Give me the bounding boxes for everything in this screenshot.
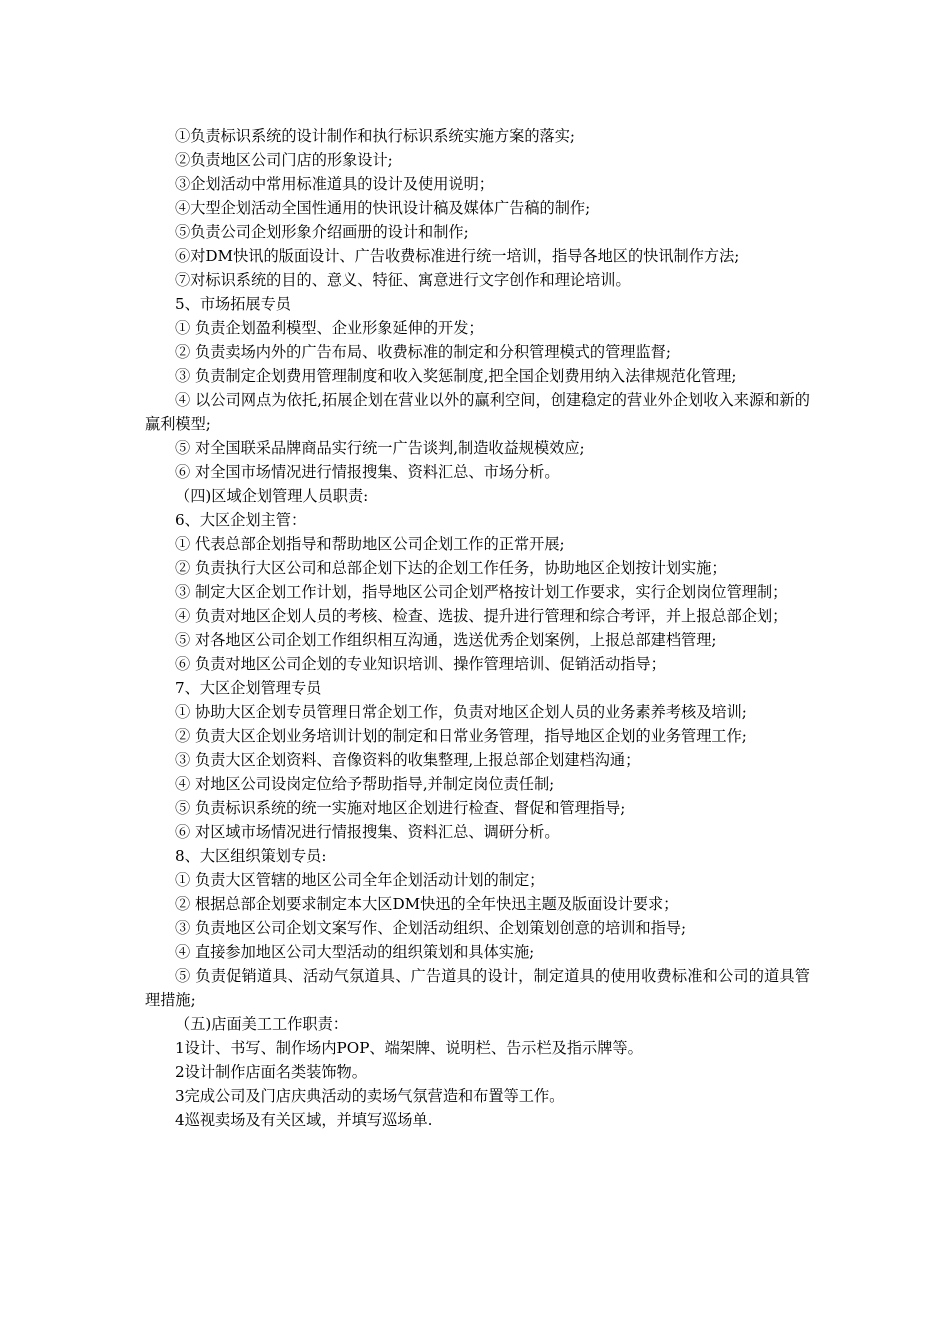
section-heading: 6、大区企划主管： — [175, 511, 307, 529]
paragraph: 4巡视卖场及有关区域，并填写巡场单. — [175, 1111, 433, 1129]
paragraph: ② 负责大区企划业务培训计划的制定和日常业务管理，指导地区企划的业务管理工作; — [175, 727, 747, 745]
paragraph: ⑤ 负责标识系统的统一实施对地区企划进行检查、督促和管理指导; — [175, 799, 626, 817]
paragraph: ③ 负责地区公司企划文案写作、企划活动组织、企划策划创意的培训和指导; — [175, 919, 687, 937]
paragraph: ⑥ 对区域市场情况进行情报搜集、资料汇总、调研分析。 — [175, 823, 560, 841]
paragraph: ④ 负责对地区企划人员的考核、检查、选拔、提升进行管理和综合考评，并上报总部企划； — [175, 607, 788, 625]
paragraph: ③ 负责大区企划资料、音像资料的收集整理,上报总部企划建档沟通； — [175, 751, 641, 769]
paragraph: ① 负责企划盈利模型、企业形象延伸的开发； — [175, 319, 484, 337]
section-heading: 5、市场拓展专员 — [175, 295, 291, 313]
paragraph: ④ 以公司网点为依托,拓展企划在营业以外的赢利空间，创建稳定的营业外企划收入来源和新的赢利模型; — [145, 391, 810, 433]
paragraph: ⑥ 负责对地区公司企划的专业知识培训、操作管理培训、促销活动指导； — [175, 655, 666, 673]
section-heading: 7、大区企划管理专员 — [175, 679, 322, 697]
paragraph: ③企划活动中常用标准道具的设计及使用说明； — [175, 175, 494, 193]
paragraph: 1设计、书写、制作场内POP、端架牌、说明栏、告示栏及指示牌等。 — [175, 1039, 643, 1057]
paragraph: ④ 对地区公司设岗定位给予帮助指导,并制定岗位责任制; — [175, 775, 555, 793]
document-body — [145, 124, 810, 1132]
paragraph: ① 代表总部企划指导和帮助地区公司企划工作的正常开展; — [175, 535, 565, 553]
paragraph: ⑦对标识系统的目的、意义、特征、寓意进行文字创作和理论培训。 — [175, 271, 631, 289]
paragraph: ⑥对DM快讯的版面设计、广告收费标准进行统一培训，指导各地区的快讯制作方法; — [175, 247, 740, 265]
section-heading: （四)区域企划管理人员职责: — [175, 487, 369, 505]
paragraph: ① 负责大区管辖的地区公司全年企划活动计划的制定； — [175, 871, 545, 889]
paragraph: ①负责标识系统的设计制作和执行标识系统实施方案的落实; — [175, 127, 575, 145]
section-heading: （五)店面美工工作职责： — [175, 1015, 348, 1033]
paragraph: ③ 制定大区企划工作计划，指导地区公司企划严格按计划工作要求，实行企划岗位管理制； — [175, 583, 788, 601]
paragraph: ⑤ 负责促销道具、活动气氛道具、广告道具的设计，制定道具的使用收费标准和公司的道具管理措施; — [145, 967, 810, 1009]
paragraph: ⑤ 对各地区公司企划工作组织相互沟通，选送优秀企划案例，上报总部建档管理; — [175, 631, 717, 649]
paragraph: 2设计制作店面名类装饰物。 — [175, 1063, 367, 1081]
paragraph: ② 负责执行大区公司和总部企划下达的企划工作任务，协助地区企划按计划实施； — [175, 559, 727, 577]
paragraph: ⑤ 对全国联采品牌商品实行统一广告谈判,制造收益规模效应; — [175, 439, 585, 457]
paragraph: ⑥ 对全国市场情况进行情报搜集、资料汇总、市场分析。 — [175, 463, 560, 481]
section-heading: 8、大区组织策划专员: — [175, 847, 327, 865]
paragraph: ④ 直接参加地区公司大型活动的组织策划和具体实施; — [175, 943, 535, 961]
paragraph: 3完成公司及门店庆典活动的卖场气氛营造和布置等工作。 — [175, 1087, 565, 1105]
paragraph: ②负责地区公司门店的形象设计; — [175, 151, 393, 169]
paragraph: ⑤负责公司企划形象介绍画册的设计和制作; — [175, 223, 469, 241]
paragraph: ② 负责卖场内外的广告布局、收费标准的制定和分积管理模式的管理监督; — [175, 343, 671, 361]
paragraph: ① 协助大区企划专员管理日常企划工作，负责对地区企划人员的业务素养考核及培训; — [175, 703, 747, 721]
paragraph: ④大型企划活动全国性通用的快讯设计稿及媒体广告稿的制作; — [175, 199, 591, 217]
paragraph: ③ 负责制定企划费用管理制度和收入奖惩制度,把全国企划费用纳入法律规范化管理; — [175, 367, 737, 385]
paragraph: ② 根据总部企划要求制定本大区DM快迅的全年快迅主题及版面设计要求； — [175, 895, 679, 913]
